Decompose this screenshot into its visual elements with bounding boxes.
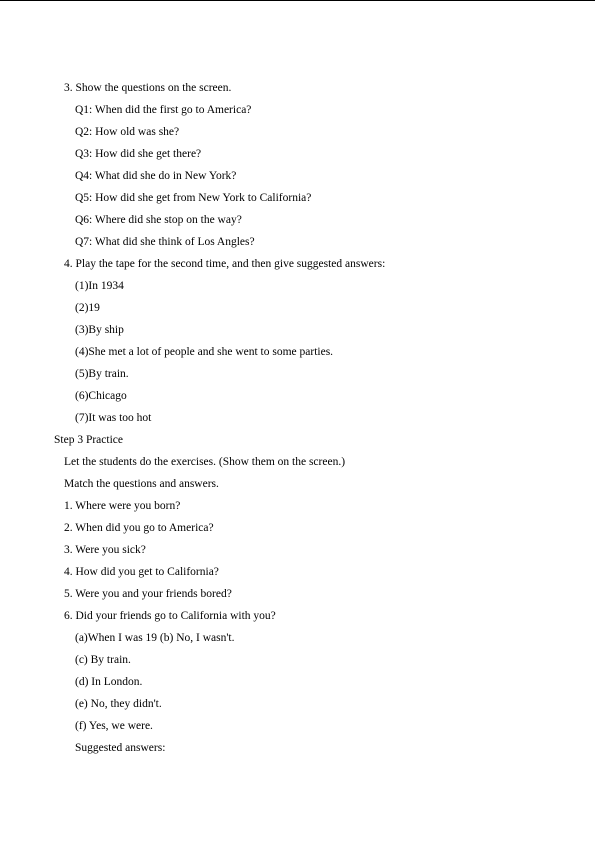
document-line: (6)Chicago (75, 390, 127, 402)
document-line: (5)By train. (75, 368, 129, 380)
document-line: (7)It was too hot (75, 412, 152, 424)
document-line: 6. Did your friends go to California with you? (64, 610, 276, 622)
page-top-rule (0, 0, 595, 1)
document-line: (3)By ship (75, 324, 124, 336)
document-line: Match the questions and answers. (64, 478, 219, 490)
document-line: Q2: How old was she? (75, 126, 180, 138)
document-line: (d) In London. (75, 676, 143, 688)
document-line: (f) Yes, we were. (75, 720, 153, 732)
document-line: Q6: Where did she stop on the way? (75, 214, 242, 226)
document-line: (2)19 (75, 302, 100, 314)
document-line: Step 3 Practice (54, 434, 123, 446)
document-line: 3. Were you sick? (64, 544, 146, 556)
document-line: Q4: What did she do in New York? (75, 170, 237, 182)
document-line: Let the students do the exercises. (Show them on the screen.) (64, 456, 346, 468)
document-line: (c) By train. (75, 654, 131, 666)
document-body (0, 77, 595, 759)
document-line: 1. Where were you born? (64, 500, 181, 512)
document-line: 4. How did you get to California? (64, 566, 219, 578)
document-line: (e) No, they didn't. (75, 698, 162, 710)
document-line: (4)She met a lot of people and she went to some parties. (75, 346, 334, 358)
document-line: Suggested answers: (75, 742, 166, 754)
document-line: 5. Were you and your friends bored? (64, 588, 232, 600)
document-line: Q1: When did the first go to America? (75, 104, 252, 116)
document-line: 2. When did you go to America? (64, 522, 214, 534)
document-line: Q7: What did she think of Los Angles? (75, 236, 255, 248)
document-line: Q5: How did she get from New York to California? (75, 192, 312, 204)
document-line: (1)In 1934 (75, 280, 124, 292)
document-line: 3. Show the questions on the screen. (64, 82, 232, 94)
document-line: (a)When I was 19 (b) No, I wasn't. (75, 632, 235, 644)
document-line: 4. Play the tape for the second time, and then give suggested answers: (64, 258, 386, 270)
document-line: Q3: How did she get there? (75, 148, 202, 160)
